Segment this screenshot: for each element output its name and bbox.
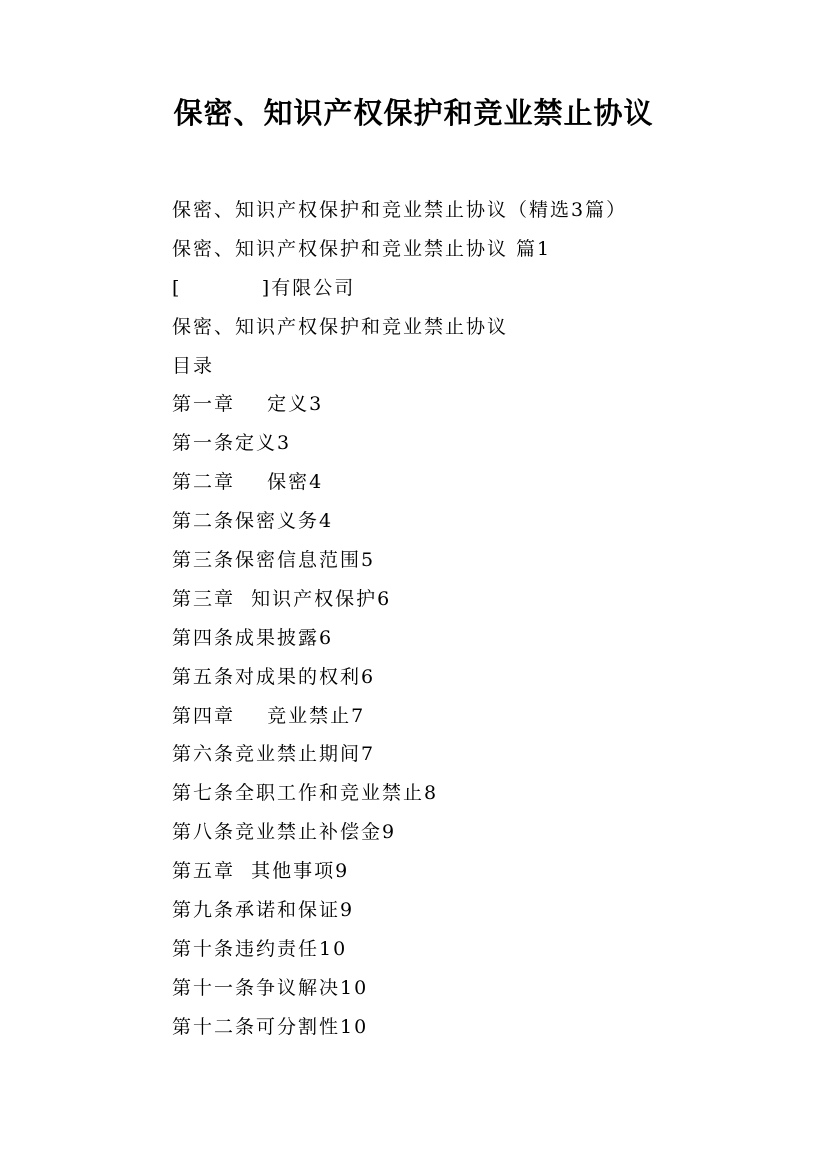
toc-entry: 第一章 定义3 xyxy=(172,393,324,416)
toc-entry: 第十二条可分割性10 xyxy=(172,1015,369,1038)
toc-entry: 第四条成果披露6 xyxy=(172,626,334,649)
section-heading: 保密、知识产权保护和竞业禁止协议 篇1 xyxy=(172,237,552,260)
toc-entry: 第六条竞业禁止期间7 xyxy=(172,743,376,766)
toc-entry: 第一条定义3 xyxy=(172,432,292,455)
toc-entry: 第八条竞业禁止补偿金9 xyxy=(172,821,397,844)
subtitle-line: 保密、知识产权保护和竞业禁止协议（精选3篇） xyxy=(172,199,628,221)
toc-entry: 第七条全职工作和竞业禁止8 xyxy=(172,782,439,805)
document-title: 保密、知识产权保护和竞业禁止协议 xyxy=(173,96,654,130)
toc-entry: 第三条保密信息范围5 xyxy=(172,549,376,572)
toc-entry: 第十条违约责任10 xyxy=(172,937,348,960)
toc-entry: 第二条保密义务4 xyxy=(172,510,334,533)
toc-entry: 第五章 其他事项9 xyxy=(172,860,350,883)
toc-entry: 第三章 知识产权保护6 xyxy=(172,587,392,610)
toc-heading: 目录 xyxy=(172,354,215,377)
document-body xyxy=(172,197,627,1053)
company-line: [ ]有限公司 xyxy=(172,276,356,299)
toc-entry: 第九条承诺和保证9 xyxy=(172,899,355,922)
toc-entry: 第二章 保密4 xyxy=(172,471,324,494)
toc-entry: 第四章 竞业禁止7 xyxy=(172,704,366,727)
agreement-name: 保密、知识产权保护和竞业禁止协议 xyxy=(172,315,509,338)
toc-entry: 第十一条争议解决10 xyxy=(172,976,369,999)
toc-entry: 第五条对成果的权利6 xyxy=(172,665,376,688)
